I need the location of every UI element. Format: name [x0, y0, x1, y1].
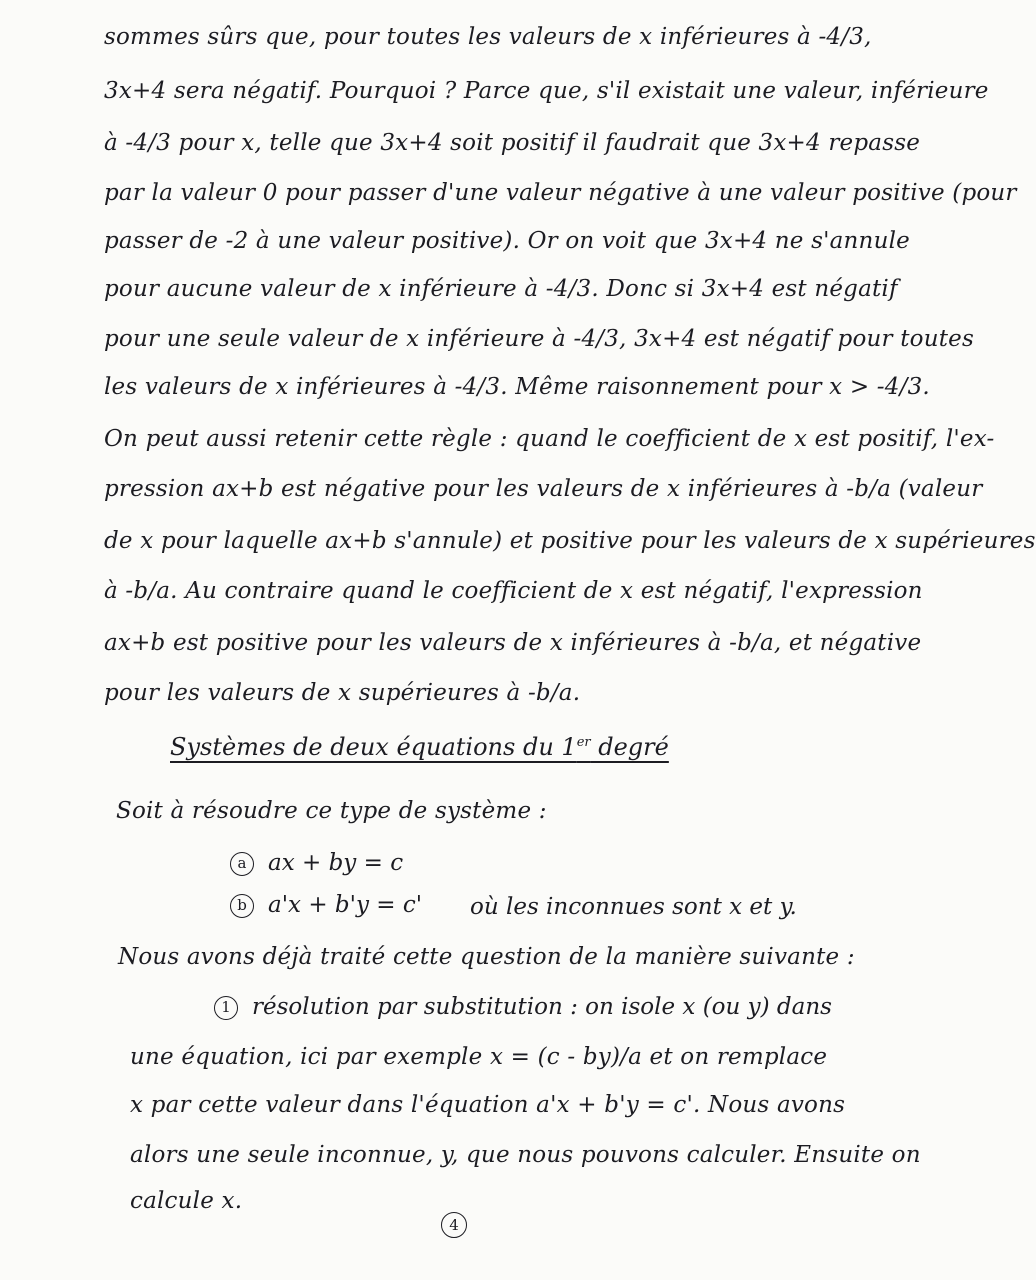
method-substitution: [214, 992, 832, 1022]
text-line: pour aucune valeur de x inférieure à -4/3. Donc si 3x+4 est négatif: [104, 276, 898, 302]
text-line: sommes sûrs que, pour toutes les valeurs de x inférieures à -4/3,: [104, 24, 872, 50]
equation-marker-b: b: [230, 894, 254, 918]
text-line: à -4/3 pour x, telle que 3x+4 soit positif il faudrait que 3x+4 repasse: [104, 130, 921, 156]
text-line: ax+b est positive pour les valeurs de x inférieures à -b/a, et négative: [104, 630, 922, 656]
equation-a: [230, 848, 403, 878]
method-marker: 1: [214, 996, 238, 1020]
text-line: à -b/a. Au contraire quand le coefficient de x est négatif, l'expression: [104, 578, 923, 604]
section-heading: [170, 728, 669, 762]
text-line: 3x+4 sera négatif. Pourquoi ? Parce que, s'il existait une valeur, inférieure: [104, 78, 989, 104]
text-line: calcule x.: [130, 1188, 243, 1214]
text-line: pour une seule valeur de x inférieure à -4/3, 3x+4 est négatif pour toutes: [104, 326, 974, 352]
equation-b: [230, 890, 422, 920]
text-line: Nous avons déjà traité cette question de la manière suivante :: [118, 944, 855, 970]
text-line: pour les valeurs de x supérieures à -b/a.: [104, 680, 581, 706]
text-line: x par cette valeur dans l'équation a'x + b'y = c'. Nous avons: [130, 1092, 846, 1118]
text-line: pression ax+b est négative pour les valeurs de x inférieures à -b/a (valeur: [104, 476, 983, 502]
equation-marker-a: a: [230, 852, 254, 876]
equation-b-expression: a'x + b'y = c': [268, 892, 423, 918]
method-first-line: résolution par substitution : on isole x (ou y) dans: [252, 994, 832, 1020]
text-line: alors une seule inconnue, y, que nous pouvons calculer. Ensuite on: [130, 1142, 921, 1168]
text-line: les valeurs de x inférieures à -4/3. Même raisonnement pour x > -4/3.: [104, 374, 930, 400]
text-line: de x pour laquelle ax+b s'annule) et positive pour les valeurs de x supérieures: [104, 528, 1036, 554]
unknowns-note: où les inconnues sont x et y.: [470, 894, 797, 920]
text-line: On peut aussi retenir cette règle : quand le coefficient de x est positif, l'ex-: [104, 426, 995, 452]
system-intro: Soit à résoudre ce type de système :: [116, 798, 547, 824]
equation-a-expression: ax + by = c: [268, 850, 404, 876]
page-number: 4: [441, 1212, 467, 1238]
heading-superscript: er: [576, 735, 591, 750]
text-line: une équation, ici par exemple x = (c - by)/a et on remplace: [130, 1044, 828, 1070]
heading-tail: degré: [590, 733, 669, 761]
text-line: par la valeur 0 pour passer d'une valeur négative à une valeur positive (pour: [104, 180, 1017, 206]
text-line: passer de -2 à une valeur positive). Or on voit que 3x+4 ne s'annule: [104, 228, 910, 254]
heading-text: Systèmes de deux équations du 1: [170, 733, 577, 761]
